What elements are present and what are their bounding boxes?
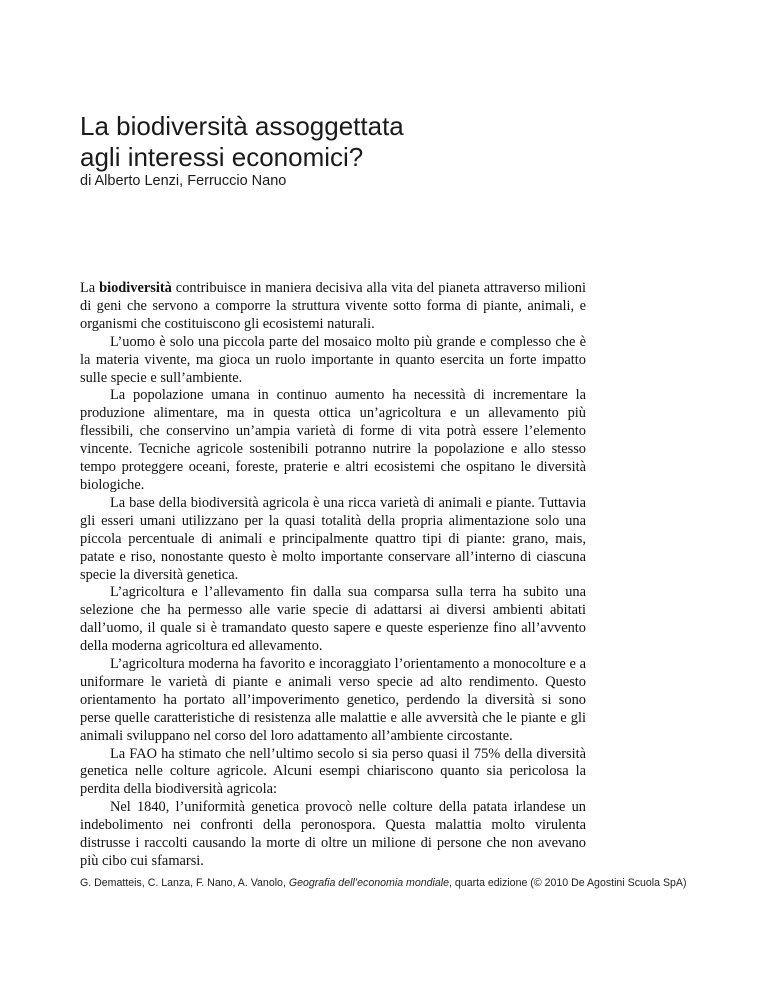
article-body bbox=[80, 280, 586, 871]
article-title-line-2: agli interessi economici? bbox=[80, 142, 364, 172]
paragraph-5: L’agricoltura e l’allevamento fin dalla sua comparsa sulla terra ha subito una selezione che ha permesso alle varie specie di adattarsi ai diversi ambienti abitati dall’uomo, il quale si è tramandato questo sapere e queste esperienze fino all’avvento della moderna agricoltura ed allevamento. bbox=[80, 584, 586, 655]
paragraph-6: L’agricoltura moderna ha favorito e incoraggiato l’orientamento a monocolture e a uniformare le varietà di piante e animali verso specie ad alto rendimento. Questo orientamento ha portato all’impoverimento genetico, perdendo la diversità si sono perse quelle caratteristiche di resistenza alle malattie e alle avversità che le piante e gli animali sviluppano nel corso del loro adattamento all’ambiente circostante. bbox=[80, 656, 586, 744]
article-title-line-1: La biodiversità assoggettata bbox=[80, 111, 404, 141]
citation-edition: , quarta edizione (© 2010 De Agostini Scuola SpA) bbox=[449, 877, 687, 889]
paragraph-7: La FAO ha stimato che nell’ultimo secolo si sia perso quasi il 75% della diversità genetica nelle colture agricole. Alcuni esempi chiariscono quanto sia pericolosa la perdita della biodiversità agricola: bbox=[80, 745, 586, 798]
paragraph-1 bbox=[80, 280, 586, 334]
paragraph-4: La base della biodiversità agricola è una ricca varietà di animali e piante. Tuttavia gli esseri umani utilizzano per la quasi totalità della propria alimentazione solo una piccola percentuale di animali e principalmente quattro tipi di piante: grano, mais, patate e riso, nonostante questo è molto importante conservare all’interno di ciascuna specie la diversità genetica. bbox=[80, 494, 586, 583]
paragraph-3: La popolazione umana in continuo aumento ha necessità di incrementare la produzione alimentare, ma in questa ottica un’agricoltura e un allevamento più flessibili, che conservino un’ampia varietà di forme di vita potrà essere l’elemento vincente. Tecniche agricole sostenibili potranno nutrire la popolazione e allo stesso tempo proteggere oceani, foreste, praterie e altri ecosistemi che ospitano le diversità biologiche. bbox=[80, 387, 586, 493]
citation-authors: G. Dematteis, C. Lanza, F. Nano, A. Vanolo, bbox=[80, 877, 289, 889]
article-authors: di Alberto Lenzi, Ferruccio Nano bbox=[80, 173, 287, 189]
paragraph-2: L’uomo è solo una piccola parte del mosaico molto più grande e complesso che è la materia vivente, ma gioca un ruolo importante in quanto esercita un forte impatto sulle specie e sull’ambiente. bbox=[80, 333, 586, 386]
keyword-biodiversita: biodiversità bbox=[99, 280, 172, 296]
paragraph-8: Nel 1840, l’uniformità genetica provocò nelle colture della patata irlandese un indebolimento nei confronti della peronospora. Questa malattia molto virulenta distrusse i raccolti causando la morte di oltre un milione di persone che non avevano più cibo cui sfamarsi. bbox=[80, 799, 586, 869]
article-title bbox=[80, 111, 640, 173]
paragraph-1-start: La bbox=[80, 280, 100, 296]
source-citation bbox=[80, 877, 720, 889]
citation-book-title: Geografia dell’economia mondiale bbox=[288, 877, 450, 889]
paragraph-1-rest: contribuisce in maniera decisiva alla vita del pianeta attraverso milioni di geni che servono a comporre la struttura vivente sotto forma di piante, animali, e organismi che costituiscono gli ecosistemi naturali. bbox=[80, 280, 586, 332]
